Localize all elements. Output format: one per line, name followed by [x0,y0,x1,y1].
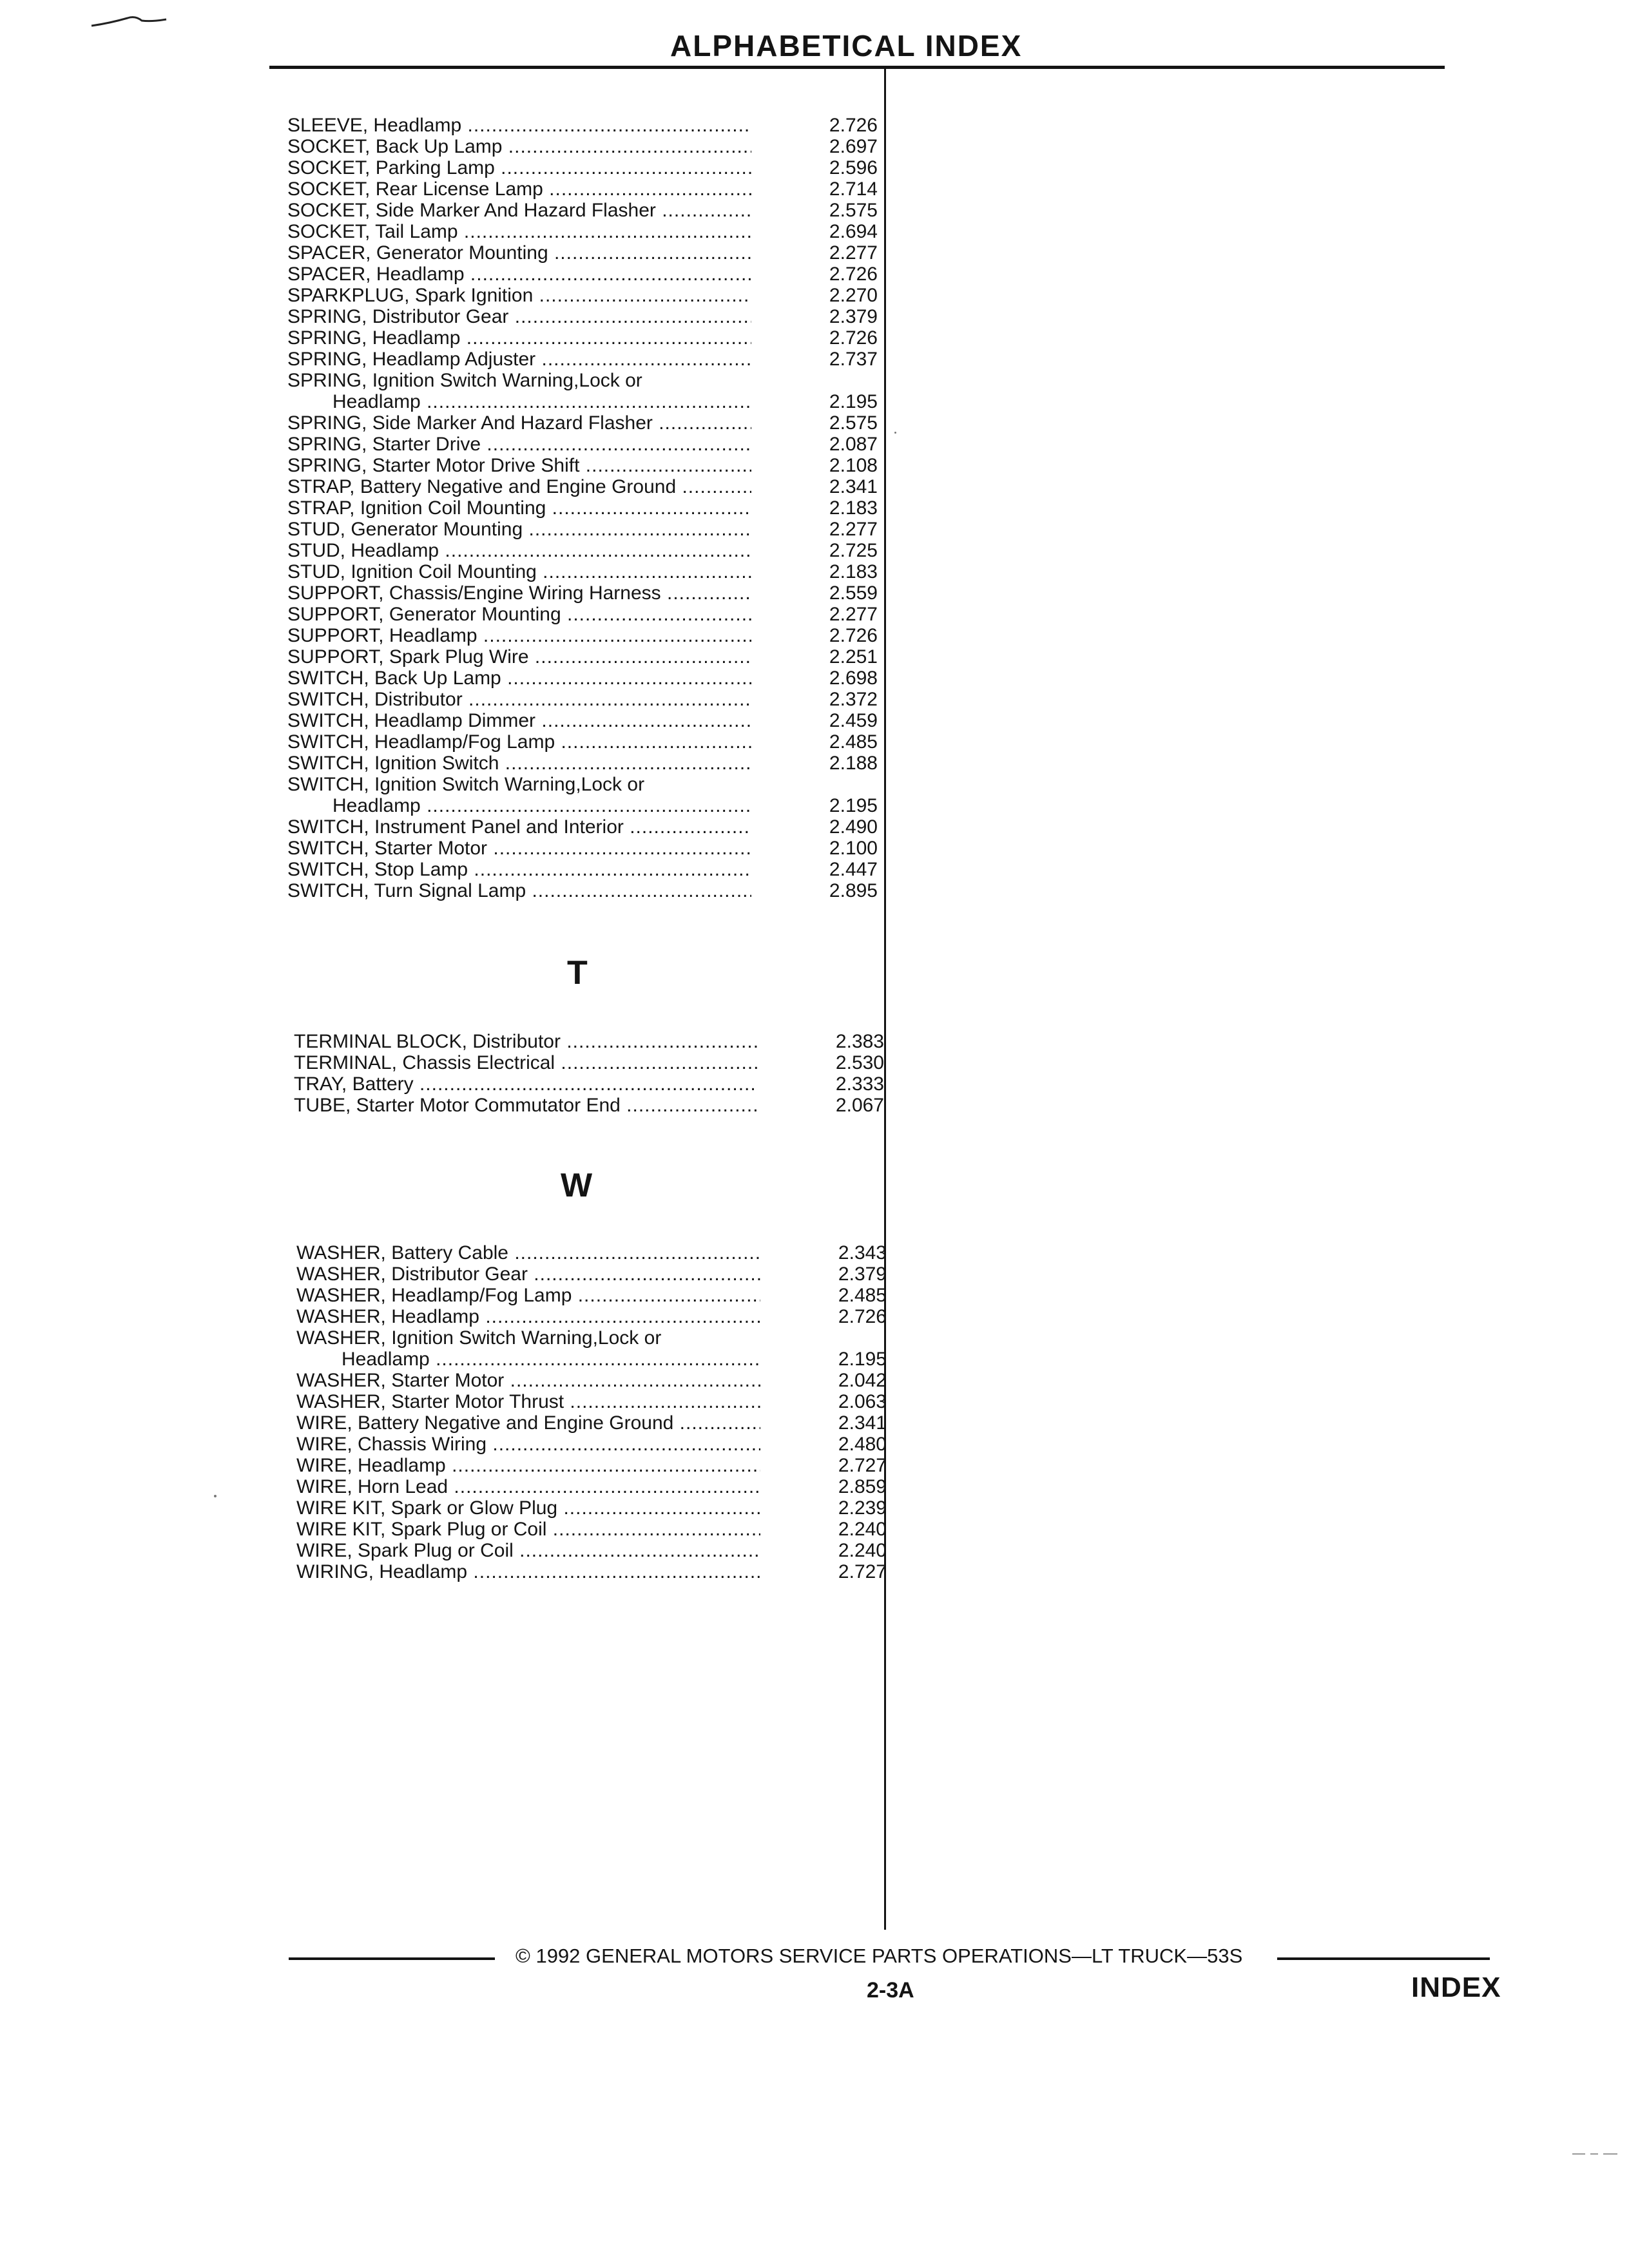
entry-page: 2.726 [829,115,878,136]
entry-label: WASHER, Starter Motor Thrust ..... [296,1391,760,1412]
entry-label: WASHER, Battery Cable ..... [296,1242,760,1264]
entry-page: 2.714 [829,178,878,200]
entry-label: SUPPORT, Generator Mounting ..... [287,604,751,625]
entry-label: SUPPORT, Chassis/Engine Wiring Harness ..... [287,582,751,604]
entry-label: WASHER, Starter Motor ..... [296,1370,760,1391]
entry-label: WIRE, Horn Lead ..... [296,1476,760,1497]
entry-label: SWITCH, Distributor ..... [287,689,751,710]
entry-label: SPACER, Headlamp ..... [287,264,751,285]
entry-label: SPRING, Distributor Gear ..... [287,306,751,327]
entry-page: 2.727 [838,1561,887,1582]
entry-label: SOCKET, Side Marker And Hazard Flasher ..... [287,200,751,221]
entry-page: 2.485 [829,731,878,753]
entry-label: TUBE, Starter Motor Commutator End ..... [294,1095,758,1116]
entry-label: SPACER, Generator Mounting ..... [287,242,751,264]
entry-label: SWITCH, Stop Lamp ..... [287,859,751,880]
scan-mark-icon [1572,2152,1617,2156]
entry-label: WIRE, Battery Negative and Engine Ground ..... [296,1412,760,1434]
entry-page: 2.559 [829,582,878,604]
entry-page: 2.575 [829,412,878,434]
entry-page: 2.727 [838,1455,887,1476]
entry-label: SPRING, Headlamp Adjuster ..... [287,349,751,370]
entry-label: WIRE, Chassis Wiring ..... [296,1434,760,1455]
entry-label: WASHER, Headlamp/Fog Lamp ..... [296,1285,760,1306]
entry-page: 2.240 [838,1519,887,1540]
entry-page: 2.188 [829,753,878,774]
entry-page: 2.596 [829,157,878,178]
section-letter-w: W [561,1167,593,1204]
entry-label: WASHER, Headlamp ..... [296,1306,760,1327]
entry-page: 2.575 [829,200,878,221]
entry-page: 2.485 [838,1285,887,1306]
entry-page: 2.277 [829,604,878,625]
entry-label: SOCKET, Tail Lamp ..... [287,221,751,242]
entry-page: 2.100 [829,838,878,859]
pen-mark-icon [90,12,168,31]
entry-label: WIRE KIT, Spark or Glow Plug ..... [296,1497,760,1519]
entry-label: TERMINAL, Chassis Electrical ..... [294,1052,758,1073]
entry-page: 2.108 [829,455,878,476]
entry-label: SOCKET, Back Up Lamp ..... [287,136,751,157]
entry-page: 2.725 [829,540,878,561]
entry-label: SPRING, Starter Drive ..... [287,434,751,455]
entry-label: SOCKET, Parking Lamp ..... [287,157,751,178]
entry-page: 2.042 [838,1370,887,1391]
entry-page: 2.859 [838,1476,887,1497]
entry-page: 2.087 [829,434,878,455]
entry-page: 2.343 [838,1242,887,1264]
index-label: INDEX [1411,1972,1501,2003]
entry-page: 2.277 [829,519,878,540]
entry-label: SUPPORT, Headlamp ..... [287,625,751,646]
entry-label: SWITCH, Starter Motor ..... [287,838,751,859]
entry-page: 2.195 [829,391,878,412]
entry-page: 2.726 [838,1306,887,1327]
entry-label: SWITCH, Ignition Switch ..... [287,753,751,774]
column-divider [884,68,886,1930]
entry-page: 2.697 [829,136,878,157]
entry-label: WIRING, Headlamp ..... [296,1561,760,1582]
entry-label: SPRING, Ignition Switch Warning,Lock or [287,370,642,391]
entry-page: 2.490 [829,816,878,838]
entry-page: 2.067 [835,1095,884,1116]
entry-label: SWITCH, Instrument Panel and Interior ..... [287,816,751,838]
entry-label: SWITCH, Ignition Switch Warning,Lock or [287,774,645,795]
page-title: ALPHABETICAL INDEX [670,29,1023,62]
entry-page: 2.379 [838,1264,887,1285]
entry-label: STRAP, Battery Negative and Engine Ground ..... [287,476,751,497]
entry-label: SPRING, Headlamp ..... [287,327,751,349]
entry-label: SPRING, Side Marker And Hazard Flasher ..... [287,412,751,434]
entry-page: 2.726 [829,327,878,349]
entry-label: SUPPORT, Spark Plug Wire ..... [287,646,751,668]
entry-page: 2.379 [829,306,878,327]
entry-page: 2.195 [838,1349,887,1370]
entry-label: SOCKET, Rear License Lamp ..... [287,178,751,200]
entry-label: SLEEVE, Headlamp ..... [287,115,751,136]
entry-page: 2.063 [838,1391,887,1412]
entry-label: TRAY, Battery ..... [294,1073,758,1095]
entry-label: SWITCH, Headlamp/Fog Lamp ..... [287,731,751,753]
entry-page: 2.183 [829,497,878,519]
footer-copyright: © 1992 GENERAL MOTORS SERVICE PARTS OPERATIONS—LT TRUCK—53S [516,1945,1243,1967]
entry-page: 2.383 [835,1031,884,1052]
entry-page: 2.195 [829,795,878,816]
scan-speck [214,1495,217,1497]
entry-label: WIRE, Spark Plug or Coil ..... [296,1540,760,1561]
entry-page: 2.341 [838,1412,887,1434]
entry-label: SWITCH, Headlamp Dimmer ..... [287,710,751,731]
entry-label: SWITCH, Back Up Lamp ..... [287,668,751,689]
entry-page: 2.530 [835,1052,884,1073]
footer-rule-right [1277,1957,1490,1960]
entry-label: STUD, Generator Mounting ..... [287,519,751,540]
entry-page: 2.240 [838,1540,887,1561]
entry-page: 2.277 [829,242,878,264]
title-rule [269,66,1445,69]
entry-label: STUD, Headlamp ..... [287,540,751,561]
entry-page: 2.698 [829,668,878,689]
section-letter-t: T [567,954,588,992]
entry-page: 2.251 [829,646,878,668]
entry-page: 2.480 [838,1434,887,1455]
entry-label: Headlamp ..... [333,391,751,412]
entry-label: WIRE, Headlamp ..... [296,1455,760,1476]
entry-label: SWITCH, Turn Signal Lamp ..... [287,880,751,901]
entry-page: 2.239 [838,1497,887,1519]
entry-page: 2.459 [829,710,878,731]
entry-page: 2.895 [829,880,878,901]
entry-page: 2.737 [829,349,878,370]
entry-label: WASHER, Distributor Gear ..... [296,1264,760,1285]
entry-label: WASHER, Ignition Switch Warning,Lock or [296,1327,662,1349]
entry-label: WIRE KIT, Spark Plug or Coil ..... [296,1519,760,1540]
entry-label: TERMINAL BLOCK, Distributor ..... [294,1031,758,1052]
entry-page: 2.694 [829,221,878,242]
scan-speck [894,432,896,434]
entry-page: 2.341 [829,476,878,497]
entry-page: 2.183 [829,561,878,582]
entry-label: SPRING, Starter Motor Drive Shift ..... [287,455,751,476]
entry-page: 2.270 [829,285,878,306]
entry-page: 2.726 [829,625,878,646]
entry-page: 2.333 [835,1073,884,1095]
entry-label: Headlamp ..... [342,1349,760,1370]
entry-page: 2.372 [829,689,878,710]
page-number: 2-3A [867,1978,914,2003]
entry-label: STRAP, Ignition Coil Mounting ..... [287,497,751,519]
entry-label: Headlamp ..... [333,795,751,816]
entry-page: 2.726 [829,264,878,285]
entry-label: SPARKPLUG, Spark Ignition ..... [287,285,751,306]
entry-label: STUD, Ignition Coil Mounting ..... [287,561,751,582]
footer-rule-left [289,1957,495,1960]
entry-page: 2.447 [829,859,878,880]
